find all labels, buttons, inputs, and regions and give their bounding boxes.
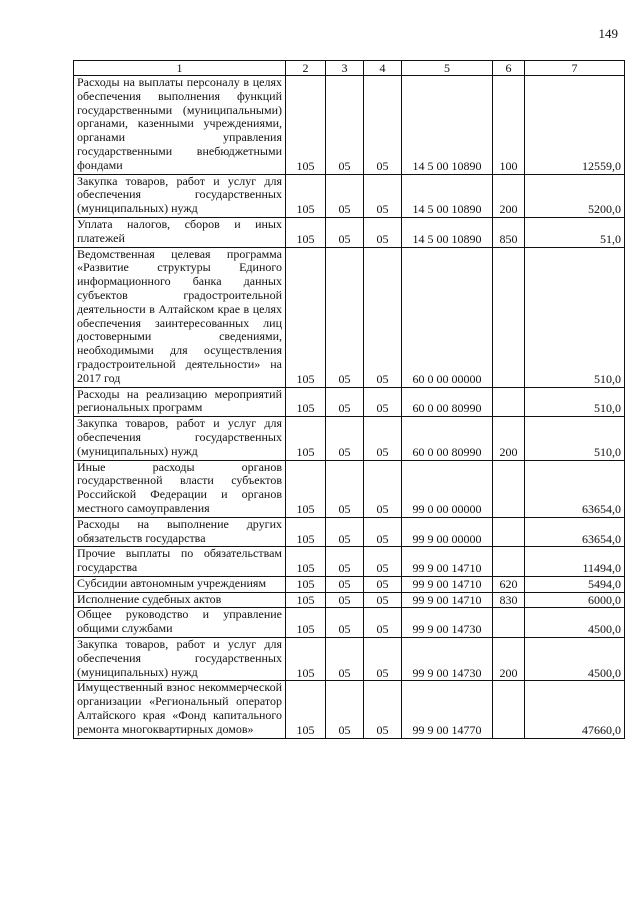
table-row bbox=[74, 608, 625, 638]
admin-code-cell: 105 bbox=[286, 681, 326, 738]
admin-code-cell: 105 bbox=[286, 247, 326, 387]
amount-cell: 4500,0 bbox=[525, 608, 625, 638]
row-name-cell: Прочие выплаты по обязательствам государства bbox=[74, 547, 286, 577]
subsection-cell: 05 bbox=[364, 217, 402, 247]
section-cell: 05 bbox=[326, 387, 364, 417]
amount-cell: 6000,0 bbox=[525, 592, 625, 608]
target-item-cell: 60 0 00 80990 bbox=[402, 387, 493, 417]
expense-type-cell: 200 bbox=[493, 174, 525, 217]
row-name-cell: Исполнение судебных актов bbox=[74, 592, 286, 608]
table-row bbox=[74, 576, 625, 592]
section-cell: 05 bbox=[326, 247, 364, 387]
budget-table bbox=[73, 60, 625, 739]
table-row bbox=[74, 592, 625, 608]
subsection-cell: 05 bbox=[364, 247, 402, 387]
row-name-cell: Ведомственная целевая программа «Развитие структуры Единого информационного банка данных субъектов градостроительной деятельности в Алтайском крае в целях обеспечения заинтересованных лиц достоверными сведениями, необходимыми для осуществления градостроительной деятельности» на 2017 год bbox=[74, 247, 286, 387]
target-item-cell: 60 0 00 00000 bbox=[402, 247, 493, 387]
column-header: 6 bbox=[493, 61, 525, 76]
row-name-cell: Иные расходы органов государственной власти субъектов Российской Федерации и органов местного самоуправления bbox=[74, 460, 286, 517]
section-cell: 05 bbox=[326, 417, 364, 460]
admin-code-cell: 105 bbox=[286, 460, 326, 517]
column-header: 1 bbox=[74, 61, 286, 76]
admin-code-cell: 105 bbox=[286, 174, 326, 217]
amount-cell: 510,0 bbox=[525, 417, 625, 460]
section-cell: 05 bbox=[326, 217, 364, 247]
section-cell: 05 bbox=[326, 592, 364, 608]
expense-type-cell: 850 bbox=[493, 217, 525, 247]
amount-cell: 5200,0 bbox=[525, 174, 625, 217]
column-header: 5 bbox=[402, 61, 493, 76]
admin-code-cell: 105 bbox=[286, 592, 326, 608]
section-cell: 05 bbox=[326, 608, 364, 638]
amount-cell: 11494,0 bbox=[525, 547, 625, 577]
target-item-cell: 99 9 00 14770 bbox=[402, 681, 493, 738]
expense-type-cell bbox=[493, 681, 525, 738]
target-item-cell: 14 5 00 10890 bbox=[402, 174, 493, 217]
amount-cell: 63654,0 bbox=[525, 517, 625, 547]
amount-cell: 12559,0 bbox=[525, 76, 625, 175]
table-row bbox=[74, 681, 625, 738]
subsection-cell: 05 bbox=[364, 638, 402, 681]
table-row bbox=[74, 460, 625, 517]
subsection-cell: 05 bbox=[364, 592, 402, 608]
column-header: 4 bbox=[364, 61, 402, 76]
target-item-cell: 99 9 00 00000 bbox=[402, 517, 493, 547]
column-header: 7 bbox=[525, 61, 625, 76]
target-item-cell: 99 0 00 00000 bbox=[402, 460, 493, 517]
expense-type-cell: 830 bbox=[493, 592, 525, 608]
admin-code-cell: 105 bbox=[286, 608, 326, 638]
row-name-cell: Закупка товаров, работ и услуг для обеспечения государственных (муниципальных) нужд bbox=[74, 417, 286, 460]
section-cell: 05 bbox=[326, 576, 364, 592]
target-item-cell: 99 9 00 14710 bbox=[402, 576, 493, 592]
target-item-cell: 99 9 00 14710 bbox=[402, 592, 493, 608]
target-item-cell: 99 9 00 14730 bbox=[402, 608, 493, 638]
amount-cell: 47660,0 bbox=[525, 681, 625, 738]
target-item-cell: 14 5 00 10890 bbox=[402, 76, 493, 175]
table-row bbox=[74, 217, 625, 247]
admin-code-cell: 105 bbox=[286, 547, 326, 577]
subsection-cell: 05 bbox=[364, 76, 402, 175]
column-header: 3 bbox=[326, 61, 364, 76]
table-row bbox=[74, 417, 625, 460]
page-number: 149 bbox=[598, 26, 618, 41]
expense-type-cell bbox=[493, 460, 525, 517]
expense-type-cell: 200 bbox=[493, 638, 525, 681]
admin-code-cell: 105 bbox=[286, 76, 326, 175]
header-row bbox=[74, 61, 625, 76]
row-name-cell: Уплата налогов, сборов и иных платежей bbox=[74, 217, 286, 247]
expense-type-cell: 200 bbox=[493, 417, 525, 460]
amount-cell: 51,0 bbox=[525, 217, 625, 247]
expense-type-cell: 620 bbox=[493, 576, 525, 592]
table-row bbox=[74, 387, 625, 417]
subsection-cell: 05 bbox=[364, 547, 402, 577]
expense-type-cell bbox=[493, 247, 525, 387]
section-cell: 05 bbox=[326, 174, 364, 217]
section-cell: 05 bbox=[326, 681, 364, 738]
subsection-cell: 05 bbox=[364, 681, 402, 738]
section-cell: 05 bbox=[326, 547, 364, 577]
subsection-cell: 05 bbox=[364, 517, 402, 547]
row-name-cell: Расходы на реализацию мероприятий региональных программ bbox=[74, 387, 286, 417]
expense-type-cell bbox=[493, 608, 525, 638]
expense-type-cell: 100 bbox=[493, 76, 525, 175]
subsection-cell: 05 bbox=[364, 174, 402, 217]
section-cell: 05 bbox=[326, 460, 364, 517]
amount-cell: 510,0 bbox=[525, 387, 625, 417]
amount-cell: 510,0 bbox=[525, 247, 625, 387]
subsection-cell: 05 bbox=[364, 460, 402, 517]
admin-code-cell: 105 bbox=[286, 638, 326, 681]
expense-type-cell bbox=[493, 547, 525, 577]
table-row bbox=[74, 247, 625, 387]
subsection-cell: 05 bbox=[364, 387, 402, 417]
table-row bbox=[74, 174, 625, 217]
row-name-cell: Субсидии автономным учреждениям bbox=[74, 576, 286, 592]
target-item-cell: 60 0 00 80990 bbox=[402, 417, 493, 460]
section-cell: 05 bbox=[326, 517, 364, 547]
table-row bbox=[74, 547, 625, 577]
admin-code-cell: 105 bbox=[286, 517, 326, 547]
column-header: 2 bbox=[286, 61, 326, 76]
row-name-cell: Закупка товаров, работ и услуг для обеспечения государственных (муниципальных) нужд bbox=[74, 174, 286, 217]
row-name-cell: Расходы на выплаты персоналу в целях обеспечения выполнения функций государственными (муниципальными) органами, казенными учреждениями, органами управления государственными внебюджетными фондами bbox=[74, 76, 286, 175]
subsection-cell: 05 bbox=[364, 576, 402, 592]
section-cell: 05 bbox=[326, 76, 364, 175]
expense-type-cell bbox=[493, 387, 525, 417]
row-name-cell: Расходы на выполнение других обязательств государства bbox=[74, 517, 286, 547]
table-row bbox=[74, 517, 625, 547]
row-name-cell: Закупка товаров, работ и услуг для обеспечения государственных (муниципальных) нужд bbox=[74, 638, 286, 681]
admin-code-cell: 105 bbox=[286, 576, 326, 592]
subsection-cell: 05 bbox=[364, 417, 402, 460]
admin-code-cell: 105 bbox=[286, 387, 326, 417]
subsection-cell: 05 bbox=[364, 608, 402, 638]
target-item-cell: 99 9 00 14730 bbox=[402, 638, 493, 681]
table-row bbox=[74, 76, 625, 175]
amount-cell: 63654,0 bbox=[525, 460, 625, 517]
table-row bbox=[74, 638, 625, 681]
amount-cell: 4500,0 bbox=[525, 638, 625, 681]
row-name-cell: Имущественный взнос некоммерческой организации «Региональный оператор Алтайского края «Фонд капитального ремонта многоквартирных домов» bbox=[74, 681, 286, 738]
target-item-cell: 99 9 00 14710 bbox=[402, 547, 493, 577]
target-item-cell: 14 5 00 10890 bbox=[402, 217, 493, 247]
section-cell: 05 bbox=[326, 638, 364, 681]
amount-cell: 5494,0 bbox=[525, 576, 625, 592]
admin-code-cell: 105 bbox=[286, 217, 326, 247]
expense-type-cell bbox=[493, 517, 525, 547]
row-name-cell: Общее руководство и управление общими службами bbox=[74, 608, 286, 638]
admin-code-cell: 105 bbox=[286, 417, 326, 460]
